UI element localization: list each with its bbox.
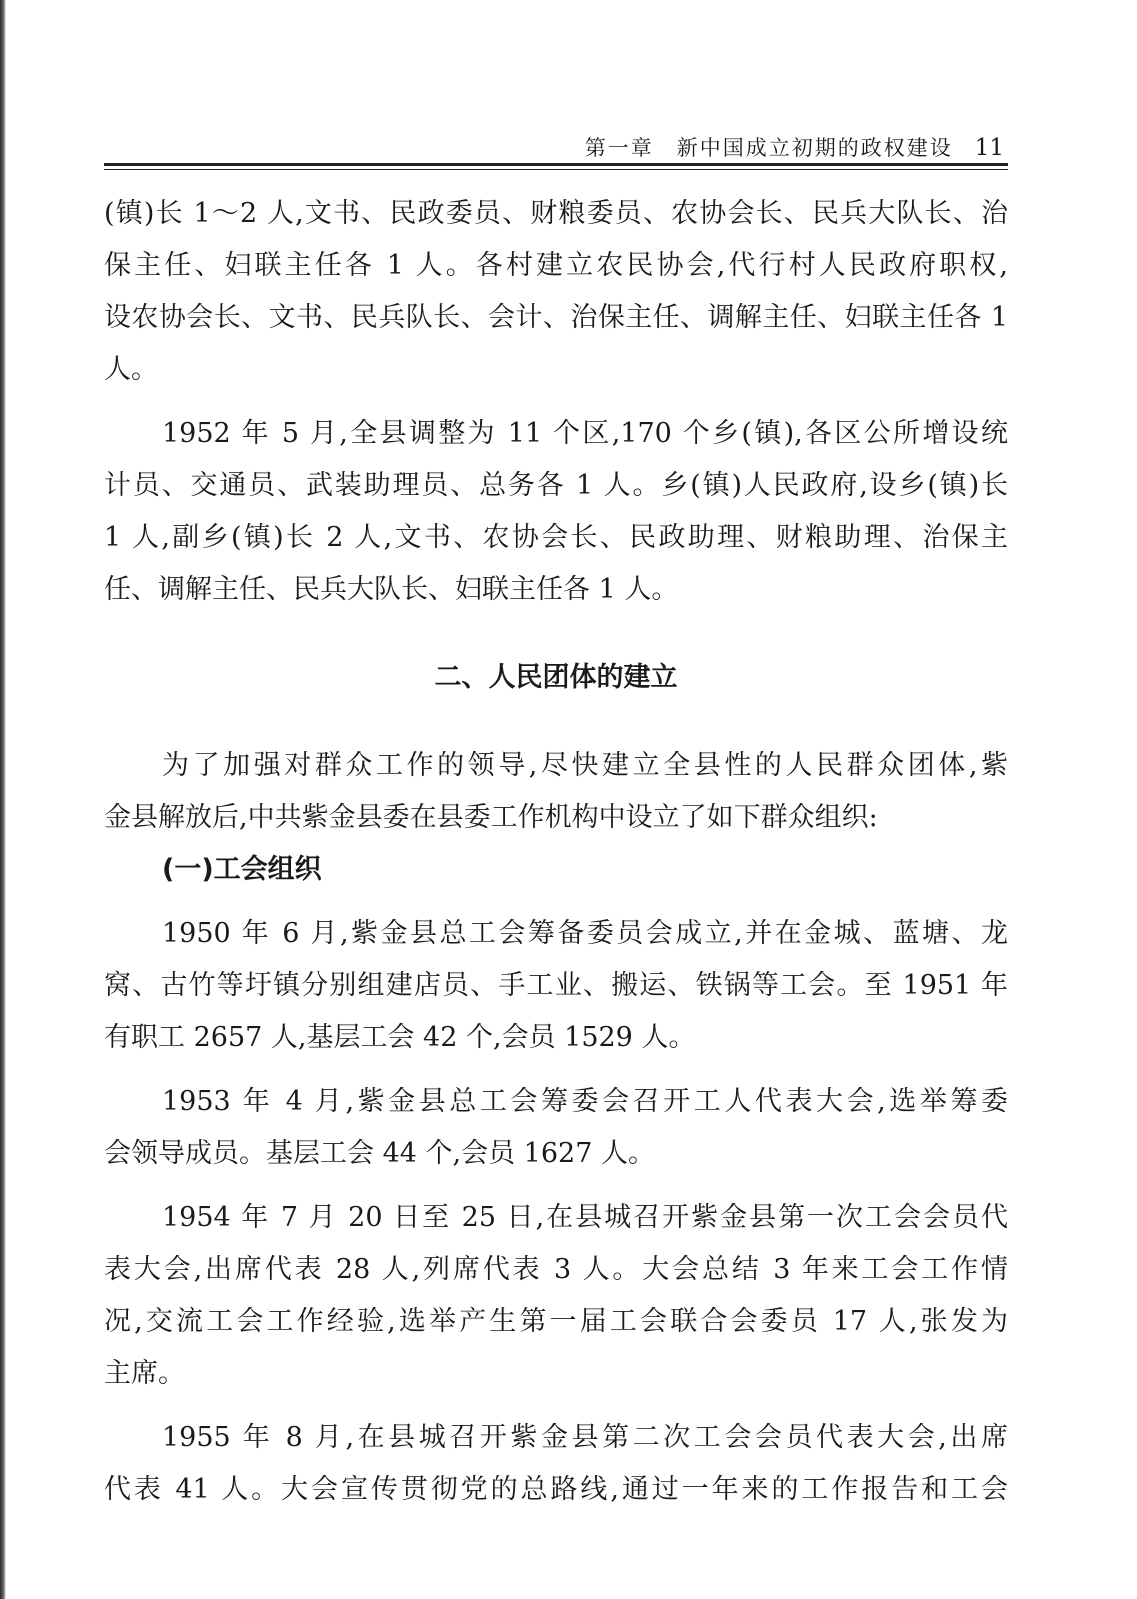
text-line: 有职工 2657 人,基层工会 42 个,会员 1529 人。 — [104, 1022, 696, 1053]
text-line: 保主任、妇联主任各 1 人。各村建立农民协会,代行村人民政府职权, — [104, 250, 1008, 281]
header-rule-thick — [104, 163, 1008, 166]
text-line: 1955 年 8 月,在县城召开紫金县第二次工会会员代表大会,出席 — [162, 1422, 1008, 1453]
text-line: 1 人,副乡(镇)长 2 人,文书、农协会长、民政助理、财粮助理、治保主 — [104, 522, 1008, 553]
text-line: 窝、古竹等圩镇分别组建店员、手工业、搬运、铁锅等工会。至 1951 年 — [104, 970, 1008, 1001]
paragraph-1 — [104, 188, 1008, 396]
page-number: 11 — [974, 135, 1004, 161]
text-line: 任、调解主任、民兵大队长、妇联主任各 1 人。 — [104, 574, 679, 605]
text-line: 代表 41 人。大会宣传贯彻党的总路线,通过一年来的工作报告和工会 — [104, 1474, 1008, 1505]
paragraph-5 — [104, 1076, 1008, 1180]
paragraph-2 — [104, 408, 1008, 616]
chapter-title: 第一章 新中国成立初期的政权建设 — [584, 136, 953, 160]
section-title: 二、人民团体的建立 — [434, 662, 678, 693]
text-line: 主席。 — [104, 1358, 185, 1389]
text-line: 人。 — [104, 354, 158, 385]
paragraph-3 — [104, 740, 1008, 844]
body-text — [104, 188, 1008, 1516]
text-line: 计员、交通员、武装助理员、总务各 1 人。乡(镇)人民政府,设乡(镇)长 — [104, 470, 1008, 501]
running-header — [104, 132, 1004, 162]
paragraph-7 — [104, 1412, 1008, 1516]
text-line: 1954 年 7 月 20 日至 25 日,在县城召开紫金县第一次工会会员代 — [162, 1202, 1008, 1233]
text-line: 况,交流工会工作经验,选举产生第一届工会联合会委员 17 人,张发为 — [104, 1306, 1008, 1337]
text-line: (镇)长 1～2 人,文书、民政委员、财粮委员、农协会长、民兵大队长、治 — [104, 198, 1008, 229]
text-line: 1953 年 4 月,紫金县总工会筹委会召开工人代表大会,选举筹委 — [162, 1086, 1008, 1117]
scan-page-edge — [0, 0, 6, 1599]
paragraph-6 — [104, 1192, 1008, 1400]
paragraph-4 — [104, 908, 1008, 1064]
text-line: 为了加强对群众工作的领导,尽快建立全县性的人民群众团体,紫 — [162, 750, 1008, 781]
text-line: 1950 年 6 月,紫金县总工会筹备委员会成立,并在金城、蓝塘、龙 — [162, 918, 1008, 949]
header-rule-thin — [104, 169, 1008, 170]
text-line: 金县解放后,中共紫金县委在县委工作机构中设立了如下群众组织: — [104, 802, 878, 833]
text-line: 表大会,出席代表 28 人,列席代表 3 人。大会总结 3 年来工会工作情 — [104, 1254, 1008, 1285]
subheading-trade-union: (一)工会组织 — [162, 854, 322, 885]
text-line: 1952 年 5 月,全县调整为 11 个区,170 个乡(镇),各区公所增设统 — [162, 418, 1008, 449]
text-line: 设农协会长、文书、民兵队长、会计、治保主任、调解主任、妇联主任各 1 — [104, 302, 1008, 333]
text-line: 会领导成员。基层工会 44 个,会员 1627 人。 — [104, 1138, 655, 1169]
